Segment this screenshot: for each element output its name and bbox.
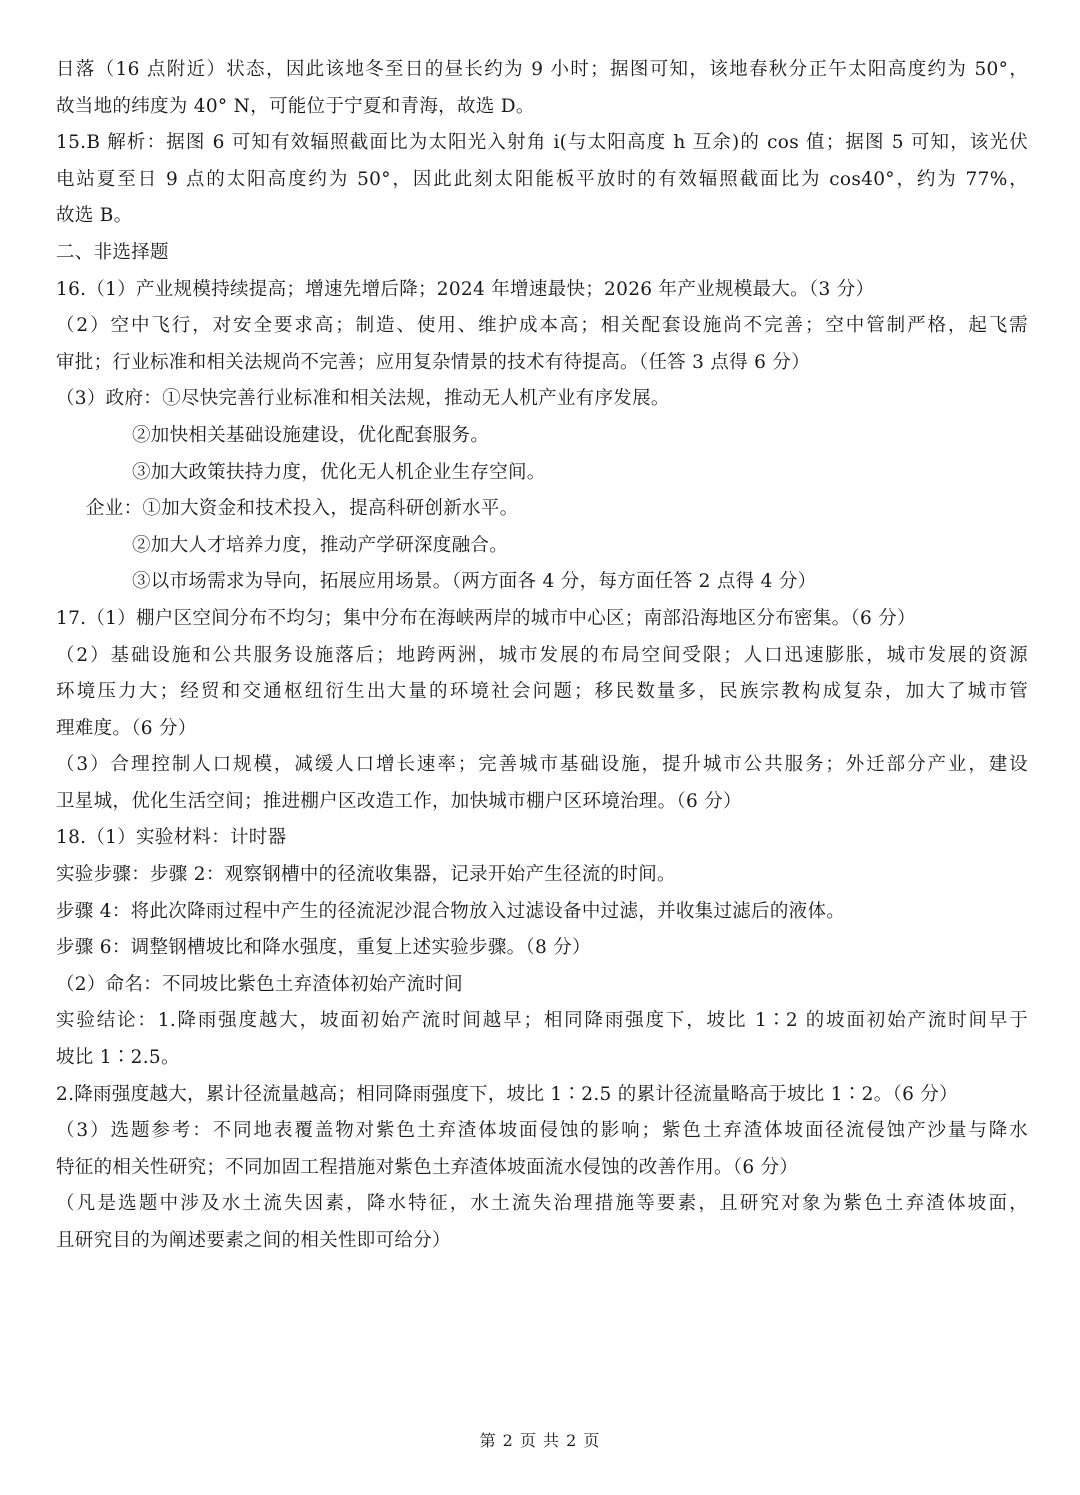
text-line: 2.降雨强度越大，累计径流量越高；相同降雨强度下，坡比 1∶2.5 的累计径流量略高于坡比 1∶2。（6 分） <box>56 1083 958 1105</box>
text-line: 日落（16 点附近）状态，因此该地冬至日的昼长约为 9 小时；据图可知，该地春秋分正午太阳高度约为 50°， <box>56 59 1028 80</box>
text-line: 故当地的纬度为 40° N，可能位于宁夏和青海，故选 D。 <box>56 95 535 117</box>
text-line: 特征的相关性研究；不同加固工程措施对紫色土弃渣体坡面流水侵蚀的改善作用。（6 分） <box>56 1156 799 1178</box>
text-line: （3）政府：①尽快完善行业标准和相关法规，推动无人机产业有序发展。 <box>56 388 670 410</box>
page-number-footer: 第 2 页 共 2 页 <box>479 1431 601 1450</box>
text-line: 17.（1）棚户区空间分布不均匀；集中分布在海峡两岸的城市中心区；南部沿海地区分布密集。（6 分） <box>56 607 916 629</box>
text-line: 15.B 解析：据图 6 可知有效辐照截面比为太阳光入射角 i(与太阳高度 h 互余)的 cos 值；据图 5 可知，该光伏 <box>56 132 1028 154</box>
text-line: ②加快相关基础设施建设，优化配套服务。 <box>132 424 490 446</box>
text-line: ③以市场需求为导向，拓展应用场景。（两方面各 4 分，每方面任答 2 点得 4 分） <box>132 571 817 593</box>
text-line: （3）选题参考：不同地表覆盖物对紫色土弃渣体坡面侵蚀的影响；紫色土弃渣体坡面径流侵蚀产沙量与降水 <box>56 1120 1028 1142</box>
text-line: 步骤 6：调整钢槽坡比和降水强度，重复上述实验步骤。（8 分） <box>56 937 591 959</box>
answer-text-body <box>56 52 1028 1260</box>
text-line: 故选 B。 <box>56 205 133 227</box>
text-line: （2）命名：不同坡比紫色土弃渣体初始产流时间 <box>56 973 463 995</box>
text-line: 卫星城，优化生活空间；推进棚户区改造工作，加快城市棚户区环境治理。（6 分） <box>56 790 742 812</box>
text-line: 坡比 1∶2.5。 <box>56 1047 180 1069</box>
text-line: 电站夏至日 9 点的太阳高度约为 50°，因此此刻太阳能板平放时的有效辐照截面比为 cos40°，约为 77%， <box>56 168 1028 190</box>
text-line: （凡是选题中涉及水土流失因素，降水特征，水土流失治理措施等要素，且研究对象为紫色土弃渣体坡面， <box>56 1193 1028 1215</box>
text-line: 实验步骤：步骤 2：观察钢槽中的径流收集器，记录开始产生径流的时间。 <box>56 864 676 886</box>
text-line: 理难度。（6 分） <box>56 717 197 739</box>
text-line: 16.（1）产业规模持续提高；增速先增后降；2024 年增速最快；2026 年产业规模最大。（3 分） <box>56 278 875 300</box>
text-line: （3）合理控制人口规模，减缓人口增长速率；完善城市基础设施，提升城市公共服务；外迁部分产业，建设 <box>56 754 1028 776</box>
text-line: 步骤 4：将此次降雨过程中产生的径流泥沙混合物放入过滤设备中过滤，并收集过滤后的液体。 <box>56 900 846 922</box>
text-line: 实验结论：1.降雨强度越大，坡面初始产流时间越早；相同降雨强度下，坡比 1∶2 的坡面初始产流时间早于 <box>56 1010 1028 1032</box>
text-line: 环境压力大；经贸和交通枢纽衍生出大量的环境社会问题；移民数量多，民族宗教构成复杂，加大了城市管 <box>56 681 1028 703</box>
text-line: 且研究目的为阐述要素之间的相关性即可给分） <box>56 1230 451 1251</box>
text-line: 企业：①加大资金和技术投入，提高科研创新水平。 <box>86 498 519 520</box>
section-heading: 二、非选择题 <box>56 241 169 263</box>
text-line: （2）空中飞行，对安全要求高；制造、使用、维护成本高；相关配套设施尚不完善；空中管制严格，起飞需 <box>56 315 1028 337</box>
text-line: ③加大政策扶持力度，优化无人机企业生存空间。 <box>132 461 546 483</box>
text-line: 审批；行业标准和相关法规尚不完善；应用复杂情景的技术有待提高。（任答 3 点得 6 分） <box>56 351 811 373</box>
text-line: ②加大人才培养力度，推动产学研深度融合。 <box>132 534 509 556</box>
text-line: （2）基础设施和公共服务设施落后；地跨两洲，城市发展的布局空间受限；人口迅速膨胀，城市发展的资源 <box>56 644 1028 666</box>
text-line: 18.（1）实验材料：计时器 <box>56 827 287 849</box>
